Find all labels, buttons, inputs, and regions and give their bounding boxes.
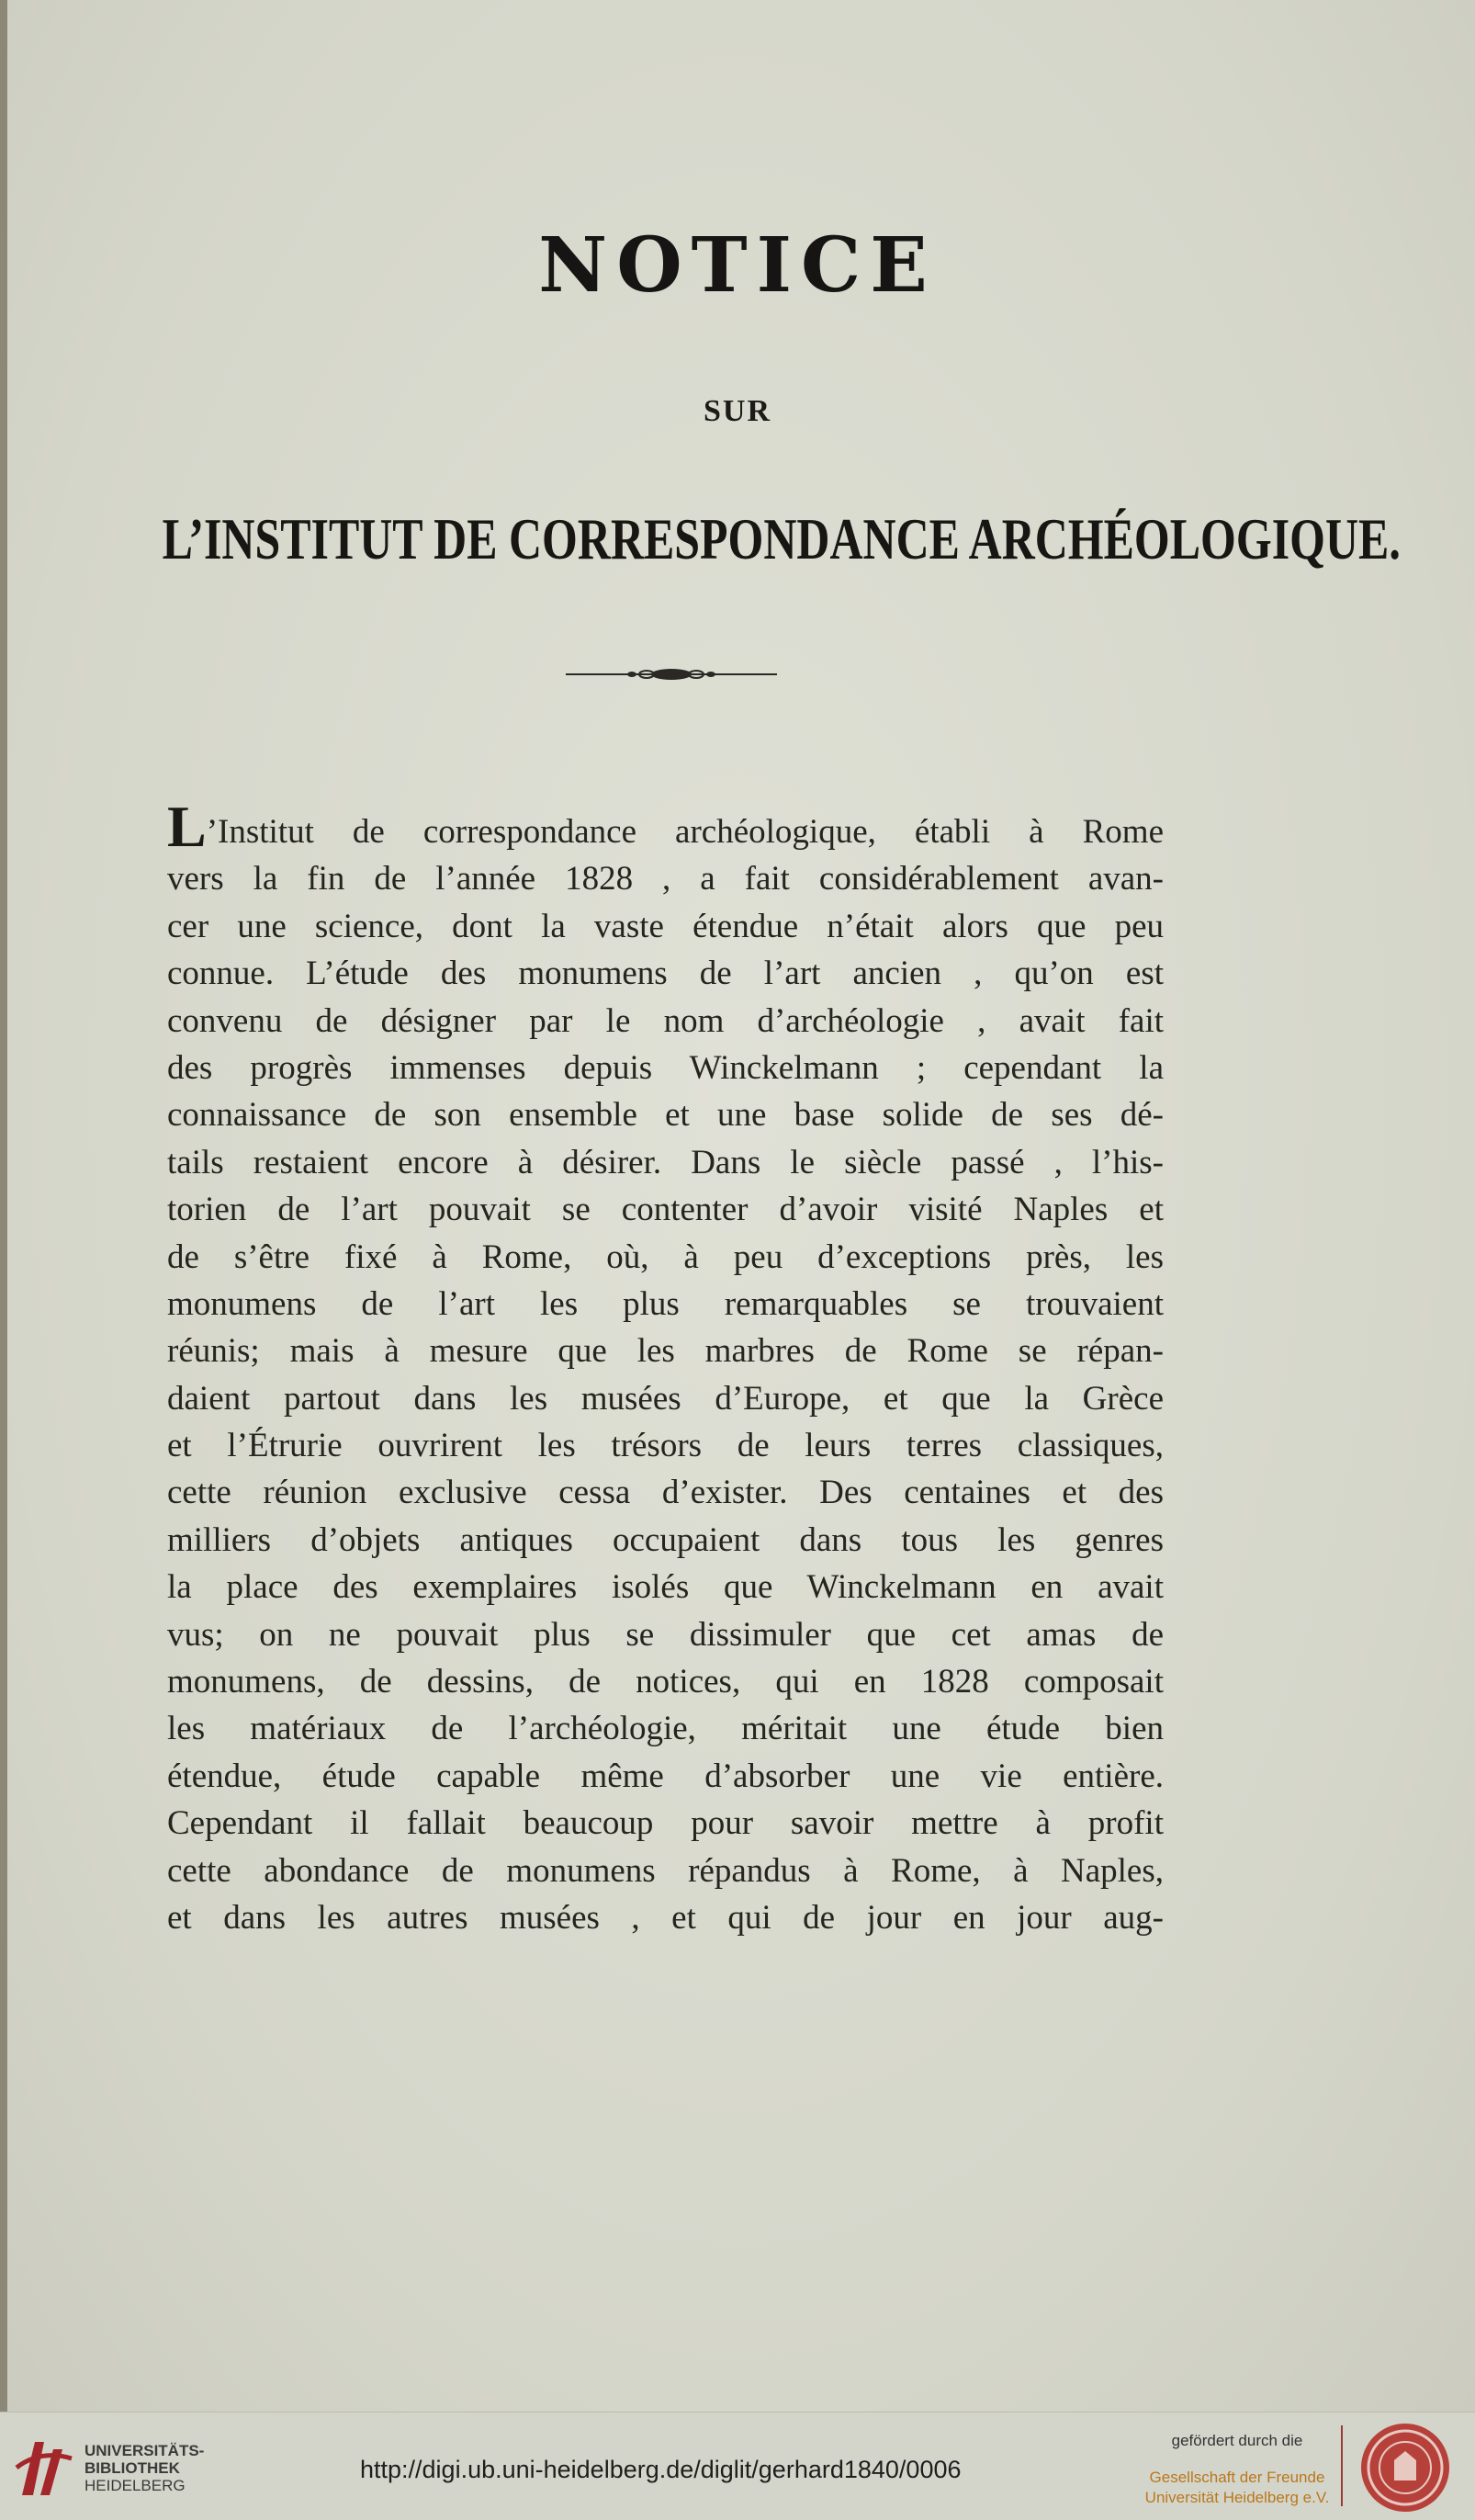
text-line: vers la fin de l’année 1828 , a fait considérablement avan- [167, 860, 1164, 898]
text-line: daient partout dans les musées d’Europe, et que la Grèce [167, 1379, 1164, 1418]
university-seal-icon [1357, 2420, 1453, 2515]
page-edge [0, 0, 7, 2412]
text-line: L’Institut de correspondance archéologique, établi à Rome [167, 794, 1164, 859]
permalink-url[interactable]: http://digi.ub.uni-heidelberg.de/diglit/gerhard1840/0006 [360, 2456, 962, 2483]
text-line: tails restaient encore à désirer. Dans le siècle passé , l’his- [167, 1143, 1164, 1181]
text-line: Cependant il fallait beaucoup pour savoir mettre à profit [167, 1804, 1164, 1843]
text-line: réunis; mais à mesure que les marbres de Rome se répan- [167, 1332, 1164, 1371]
page-title: NOTICE [538, 221, 937, 310]
page-subtitle: SUR [703, 394, 772, 428]
body-text [167, 794, 1164, 1941]
text-line: la place des exemplaires isolés que Winckelmann en avait [167, 1568, 1164, 1607]
drop-cap: L [167, 794, 207, 859]
text-line: connaissance de son ensemble et une base solide de ses dé- [167, 1096, 1164, 1135]
text-line: connue. L’étude des monumens de l’art ancien , qu’on est [167, 955, 1164, 993]
text-line: milliers d’objets antiques occupaient dans tous les genres [167, 1520, 1164, 1559]
text-line: monumens, de dessins, de notices, qui en 1828 composait [167, 1663, 1164, 1701]
text-line: et dans les autres musées , et qui de jour en jour aug- [167, 1898, 1164, 1937]
text-line: cette abondance de monumens répandus à Rome, à Naples, [167, 1851, 1164, 1890]
divider [1341, 2425, 1343, 2506]
text-line: convenu de désigner par le nom d’archéologie , avait fait [167, 1001, 1164, 1040]
text-line: monumens de l’art les plus remarquables se trouvaient [167, 1284, 1164, 1323]
text-line: de s’être fixé à Rome, où, à peu d’exceptions près, les [167, 1237, 1164, 1276]
text-line: étendue, étude capable même d’absorber une vie entière. [167, 1757, 1164, 1795]
footer-bar [0, 2412, 1475, 2520]
text-line: les matériaux de l’archéologie, méritait une étude bien [167, 1710, 1164, 1748]
text-line: des progrès immenses depuis Winckelmann ; cependant la [167, 1048, 1164, 1087]
page-heading: L’INSTITUT DE CORRESPONDANCE ARCHÉOLOGIQUE. [162, 506, 1401, 571]
library-logo-icon [13, 2431, 77, 2504]
text-line: cette réunion exclusive cessa d’exister. Des centaines et des [167, 1474, 1164, 1512]
text-line: vus; on ne pouvait plus se dissimuler que cet amas de [167, 1615, 1164, 1654]
text-line: et l’Étrurie ouvrirent les trésors de leurs terres classiques, [167, 1427, 1164, 1465]
text-line: torien de l’art pouvait se contenter d’avoir visité Naples et [167, 1191, 1164, 1229]
sponsor-block: gefördert durch die Gesellschaft der Freunde Universität Heidelberg e.V. [1144, 2432, 1330, 2506]
ornamental-rule-icon [566, 663, 777, 685]
library-name: UNIVERSITÄTS- BIBLIOTHEK HEIDELBERG [84, 2442, 205, 2494]
text-line: cer une science, dont la vaste étendue n’était alors que peu [167, 907, 1164, 945]
